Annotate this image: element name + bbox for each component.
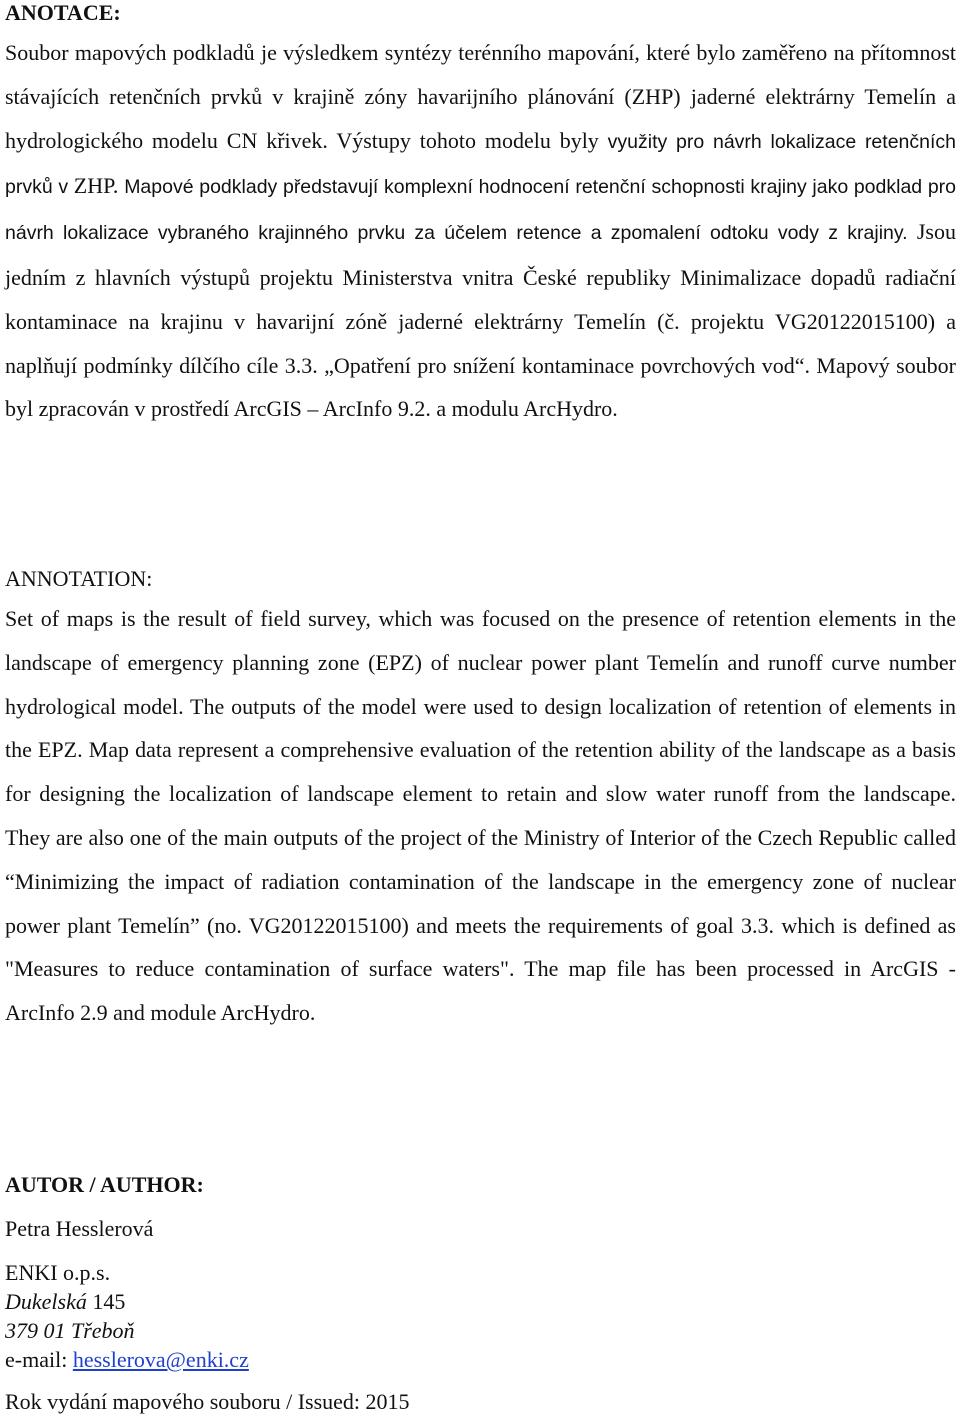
author-street — [5, 1289, 125, 1315]
cz-text-part-3: ZHP. — [73, 173, 125, 199]
cz-annotation-paragraph — [5, 31, 956, 431]
author-name: Petra Hesslerová — [5, 1216, 154, 1241]
email-label: e-mail: — [5, 1347, 73, 1372]
cz-text-part-4: Mapové podklady představují komplexní hodnocení retenční schopnosti krajiny jako podklad pro návrh lokalizace vybraného krajinného prvku za účelem retence a zpomalení odtoku vody z krajiny. — [5, 176, 957, 245]
cz-text-part-2: využity pro návrh lokalizace retenčních prvků v — [5, 130, 956, 199]
author-email-line — [5, 1347, 249, 1373]
issued-line: Rok vydání mapového souboru / Issued: 2015 — [5, 1389, 410, 1414]
cz-text-part-5: Jsou jedním z hlavních výstupů projektu Ministerstva vnitra České republiky Minimalizace dopadů radiační kontaminace na krajinu v havarijní zóně jaderné elektrárny Temelín (č. projektu VG20122015100) a naplňují podmínky dílčího cíle 3.3. „Opatření pro snížení kontaminace povrchových vod“. Mapový soubor byl zpracován v prostředí ArcGIS – ArcInfo 9.2. a modulu ArcHydro. — [5, 219, 956, 422]
en-annotation-paragraph: Set of maps is the result of field survey, which was focused on the presence of retention elements in the landscape of emergency planning zone (EPZ) of nuclear power plant Temelín and runoff curve number hydrological model. The outputs of the model were used to design localization of retention of elements in the EPZ. Map data represent a comprehensive evaluation of the retention ability of the landscape as a basis for designing the localization of landscape element to retain and slow water runoff from the landscape. They are also one of the main outputs of the project of the Ministry of Interior of the Czech Republic called “Minimizing the impact of radiation contamination of the landscape in the emergency zone of nuclear power plant Temelín” (no. VG20122015100) and meets the requirements of goal 3.3. which is defined as "Measures to reduce contamination of surface waters". The map file has been processed in ArcGIS - ArcInfo 2.9 and module ArcHydro. — [5, 606, 956, 1026]
cz-text-part-1: Soubor mapových podkladů je výsledkem syntézy terénního mapování, které bylo zaměřeno na přítomnost stávajících retenčních prvků v krajině zóny havarijního plánování (ZHP) jaderné elektrárny Temelín a hydrologického modelu CN křivek. Výstupy tohoto modelu byly — [5, 40, 956, 153]
street-number: 145 — [86, 1289, 126, 1314]
author-heading: AUTOR / AUTHOR: — [5, 1172, 204, 1197]
author-city: 379 01 Třeboň — [5, 1318, 135, 1343]
email-link[interactable]: hesslerova@enki.cz — [72, 1347, 249, 1372]
cz-annotation-heading: ANOTACE: — [5, 0, 121, 25]
street-name: Dukelská — [5, 1289, 87, 1314]
en-annotation-heading: ANNOTATION: — [5, 566, 153, 591]
author-organization: ENKI o.p.s. — [5, 1260, 111, 1285]
